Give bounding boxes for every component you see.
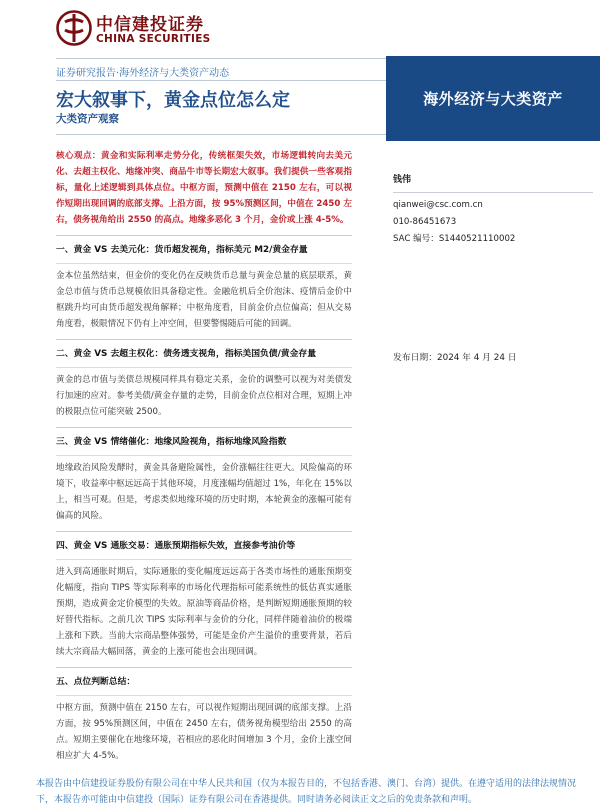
divider [56,531,352,532]
disclaimer: 本报告由中信建投证券股份有限公司在中华人民共和国（仅为本报告目的，不包括香港、澳门、台湾）提供。在遵守适用的法律法规情况下，本报告亦可能由中信建投（国际）证券有限公司在香港提供。同时请务必阅读正文之后的免责条款和声明。 [36,779,577,805]
author-name: 钱伟 [393,175,412,185]
section-body: 地缘政治风险发酵时，黄金具备避险属性，金价涨幅往往更大。风险偏高的环境下，收益率中枢远远高于其他环境，月度涨幅均值超过 1%，年化在 15%以上，相当可观。但是，考虑类似地缘环境的历史时期，本轮黄金的涨幅可能有偏高的风险。 [56,463,353,521]
divider [56,455,352,456]
report-body [56,148,352,764]
logo-english-name: CHINA SECURITIES [96,33,211,45]
core-view-text: 黄金和实际利率走势分化，传统框架失效，市场逻辑转向去美元化、去超主权化、地缘冲突、商品牛市等长期宏大叙事。我们提供一些客观指标，量化上述逻辑到具体点位。中枢方面，预测中值在 2150 左右，可以视作短期出现回调的底部支撑。上沿方面，按 95%预测区间，中值在 2450 左右，债务视角给出 2550 的高点。地缘多恶化 3 个月，金价或上涨 4-5%。 [56,151,352,225]
core-view [56,148,352,228]
company-logo [56,8,216,48]
china-securities-logo-icon [56,10,92,46]
author-phone: 010-86451673 [393,217,457,227]
section-heading: 四、黄金 VS 通胀交易：通胀预期指标失效，直接参考油价等 [56,541,296,551]
report-series: 证券研究报告·海外经济与大类资产动态 [56,68,230,79]
title-rule [56,134,386,135]
publish-date-value: 2024 年 4 月 24 日 [437,353,517,363]
section-body: 进入到高通胀时期后，实际通胀的变化幅度远远高于各类市场性的通胀预期变化幅度，指向 TIPS 等实际利率的市场化代理指标可能系统性的低估真实通胀预期，造成黄金定价模型的失效。原油等商品价格，是判断短期通胀预期的较好替代指标。之前几次 TIPS 实际利率与金价的分化，同样伴随着油价的极端上涨和下跌。当前大宗商品整体强势，可能是金价产生溢价的重要背景，若后续大宗商品大幅回落，黄金的上涨可能也会出现回调。 [56,567,352,657]
section-body: 金本位虽然结束，但金价的变化仍在反映货币总量与黄金总量的底层联系，黄金总市值与货币总规模依旧具备稳定性。金融危机后全价泡沫、疫情后金价中枢跳升均可由货币超发视角解释；中枢角度看，目前金价点位偏高；但从交易角度看，极限情况下仍有上冲空间，但要警惕随后可能的回调。 [56,271,352,329]
section-body: 黄金的总市值与美债总规模同样具有稳定关系，金价的调整可以视为对美债发行加速的应对。参考美债/黄金存量的走势，目前金价点位相对合理，短期上冲的极限点位可能突破 2500。 [56,375,352,417]
header-rule [56,58,386,59]
section-heading: 三、黄金 VS 情绪催化：地缘风险视角，指标地缘风险指数 [56,437,287,447]
publish-date-label: 发布日期： [393,353,437,363]
divider [56,667,352,668]
section-heading: 五、点位判断总结： [56,677,136,687]
author-info [393,172,593,248]
divider [56,263,352,264]
divider [56,695,352,696]
divider [56,559,352,560]
divider [56,235,352,236]
divider [56,339,352,340]
page-title: 宏大叙事下，黄金点位怎么定 [56,90,290,111]
author-email[interactable]: qianwei@csc.com.cn [393,200,483,210]
section-body: 中枢方面，预测中值在 2150 左右，可以视作短期出现回调的底部支撑。上沿方面，按 95%预测区间，中值在 2450 左右，债务视角模型给出 2550 的高点。短期主要催化在地缘环境，若相应的恶化时间增加 3 个月，金价上涨空间相应扩大 4-5%。 [56,703,352,761]
divider [56,427,352,428]
divider [393,192,593,193]
section-heading: 一、黄金 VS 去美元化：货币超发视角，指标美元 M2/黄金存量 [56,245,308,255]
publish-date [393,350,517,363]
logo-chinese-name: 中信建投证券 [96,15,204,35]
section-heading: 二、黄金 VS 去超主权化：债务透支视角，指标美国负债/黄金存量 [56,349,316,359]
author-sac-number: SAC 编号：S1440521110002 [393,234,516,244]
series-rule [56,80,386,81]
core-view-label: 核心观点： [56,151,101,161]
divider [56,367,352,368]
page-subtitle: 大类资产观察 [56,113,119,125]
category-banner: 海外经济与大类资产 [386,56,600,141]
